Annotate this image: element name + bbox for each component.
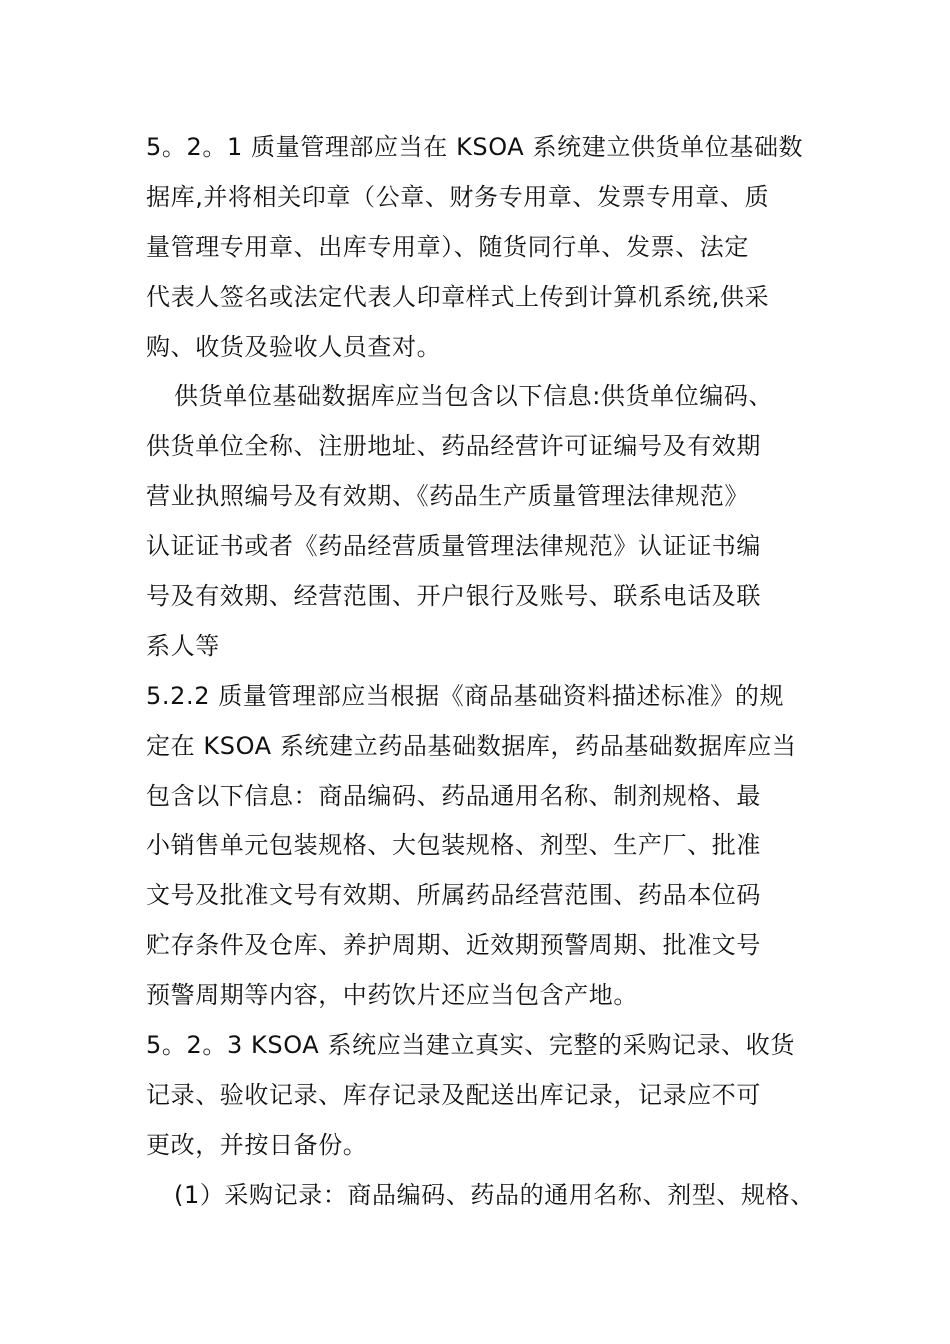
text-line: 定在 KSOA 系统建立药品基础数据库，药品基础数据库应当 xyxy=(146,731,797,760)
text-line: (1）采购记录：商品编码、药品的通用名称、剂型、规格、 xyxy=(174,1180,815,1209)
text-line: 据库,并将相关印章（公章、财务专用章、发票专用章、质 xyxy=(146,182,770,211)
text-line: 供货单位全称、注册地址、药品经营许可证编号及有效期 xyxy=(146,432,761,461)
text-line: 5。2。1 质量管理部应当在 KSOA 系统建立供货单位基础数 xyxy=(146,133,804,161)
text-line: 5.2.2 质量管理部应当根据《商品基础资料描述标准》的规 xyxy=(146,681,785,710)
text-line: 量管理专用章、出库专用章）、随货同行单、发票、法定 xyxy=(146,232,749,261)
document-body xyxy=(146,123,836,1221)
text-line: 系人等 xyxy=(146,631,220,660)
text-line: 包含以下信息：商品编码、药品通用名称、制剂规格、最 xyxy=(146,781,761,810)
text-line: 更改，并按日备份。 xyxy=(146,1130,368,1159)
text-line: 认证证书或者《药品经营质量管理法律规范》认证证书编 xyxy=(146,532,761,561)
text-line: 代表人签名或法定代表人印章样式上传到计算机系统,供采 xyxy=(146,282,770,311)
text-line: 购、收货及验收人员查对。 xyxy=(146,332,442,361)
text-line: 供货单位基础数据库应当包含以下信息:供货单位编码、 xyxy=(174,382,774,411)
text-line: 5。2。3 KSOA 系统应当建立真实、完整的采购记录、收货 xyxy=(146,1031,795,1060)
text-line: 营业执照编号及有效期、《药品生产质量管理法律规范》 xyxy=(146,482,749,511)
text-line: 号及有效期、经营范围、开户银行及账号、联系电话及联 xyxy=(146,582,761,611)
text-line: 小销售单元包装规格、大包装规格、剂型、生产厂、批准 xyxy=(146,831,761,860)
text-line: 贮存条件及仓库、养护周期、近效期预警周期、批准文号 xyxy=(146,931,761,960)
text-line: 文号及批准文号有效期、所属药品经营范围、药品本位码 xyxy=(146,881,761,910)
text-line: 预警周期等内容，中药饮片还应当包含产地。 xyxy=(146,981,638,1010)
text-line: 记录、验收记录、库存记录及配送出库记录，记录应不可 xyxy=(146,1080,761,1109)
